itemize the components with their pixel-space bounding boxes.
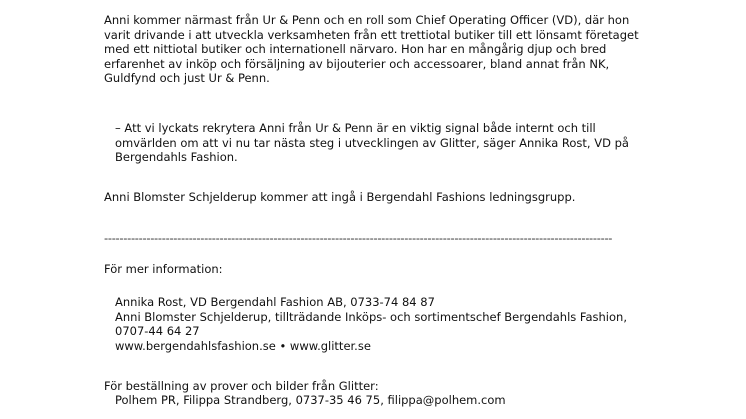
quote-line: Bergendahls Fashion. <box>115 150 238 164</box>
paragraph-anni-background <box>104 13 704 86</box>
quote-annika-rost <box>104 121 715 165</box>
contact-line: Anni Blomster Schjelderup, tillträdande Inköps- och sortimentschef Bergendahls Fashion, <box>115 309 627 324</box>
paragraph-line: Anni Blomster Schjelderup kommer att ingå i Bergendahl Fashions ledningsgrupp. <box>104 190 576 204</box>
paragraph-line: Anni kommer närmast från Ur & Penn och en roll som Chief Operating Officer (VD), där hon <box>104 13 630 27</box>
paragraph-management-group <box>104 190 704 205</box>
contact-line: 0707-44 64 27 <box>115 324 200 338</box>
separator-line: ------------------------------------------------------------------------------------------------------------------------------------ <box>104 231 613 245</box>
order-heading-text: För beställning av prover och bilder från Glitter: <box>104 379 379 393</box>
quote-line: omvärlden om att vi nu tar nästa steg i utvecklingen av Glitter, säger Annika Rost, VD på <box>115 135 629 150</box>
quote-line: – Att vi lyckats rekrytera Anni från Ur & Penn är en viktig signal både internt och till <box>115 121 596 135</box>
website-links[interactable]: www.bergendahlsfashion.se • www.glitter.se <box>115 338 371 353</box>
contact-line: Annika Rost, VD Bergendahl Fashion AB, 0733-74 84 87 <box>115 295 435 309</box>
info-heading-text: För mer information: <box>104 262 223 276</box>
order-heading <box>104 379 704 394</box>
paragraph-line: erfarenhet av inköp och försäljning av bijouterier och accessoarer, bland annat från NK, <box>104 56 610 71</box>
contact-list <box>104 295 715 353</box>
order-contact <box>104 393 715 408</box>
order-contact-text[interactable]: Polhem PR, Filippa Strandberg, 0737-35 46 75, filippa@polhem.com <box>115 393 506 407</box>
paragraph-line: Guldfynd och just Ur & Penn. <box>104 71 270 85</box>
info-heading <box>104 262 704 277</box>
paragraph-line: varit drivande i att utveckla verksamheten från ett trettiotal butiker till ett lönsamt företaget <box>104 27 639 42</box>
paragraph-line: med ett nittiotal butiker och internationell närvaro. Hon har en mångårig djup och bred <box>104 42 607 56</box>
